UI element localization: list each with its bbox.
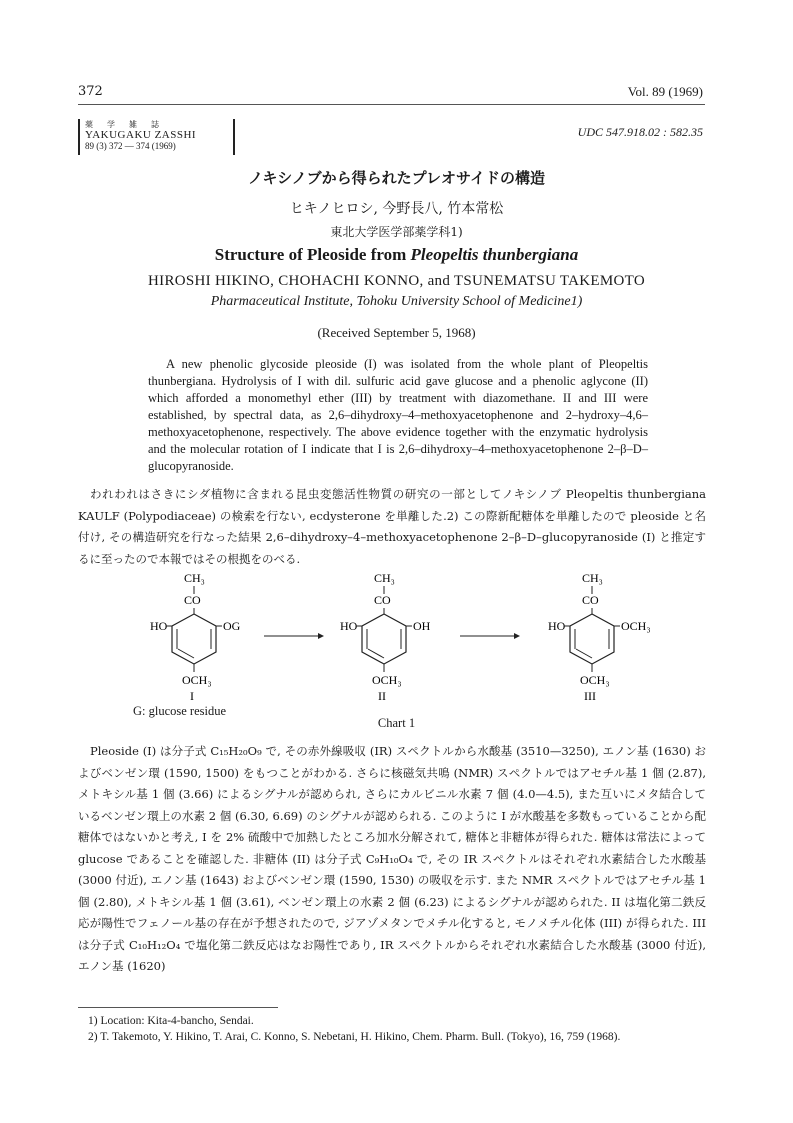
compound-3-left: HO — [548, 619, 566, 633]
volume-info: Vol. 89 (1969) — [627, 84, 703, 99]
compound-2-ch3: CH₃ — [374, 571, 395, 585]
header-rule — [78, 104, 705, 105]
page-number: 372 — [78, 84, 103, 99]
reaction-arrow-2 — [460, 633, 520, 639]
compound-1-right: OG — [223, 619, 241, 633]
discussion-section — [78, 741, 706, 978]
jp-affiliation: 東北大学医学部薬学科1) — [330, 225, 463, 239]
abstract — [148, 356, 648, 475]
footnote-rule — [78, 1007, 278, 1008]
footnote-1: 1) Location: Kita-4-bancho, Sendai. — [88, 1015, 254, 1027]
compound-2 — [340, 571, 431, 703]
en-title — [0, 245, 793, 265]
compound-2-label: II — [378, 689, 386, 703]
journal-jp: 薬学雑誌 — [85, 120, 173, 129]
en-title-prefix: Structure of Pleoside from — [214, 245, 411, 264]
compound-1-label: I — [190, 689, 194, 703]
received-date: (Received September 5, 1968) — [317, 325, 476, 340]
compound-2-left: HO — [340, 619, 358, 633]
journal-issue: 89 (3) 372 — 374 (1969) — [85, 141, 176, 151]
compound-2-bottom: OCH₃ — [372, 673, 402, 687]
compound-3-right: OCH₃ — [621, 619, 651, 633]
en-affiliation: Pharmaceutical Institute, Tohoku University School of Medicine1) — [210, 294, 583, 309]
en-authors: HIROSHI HIKINO, CHOHACHI KONNO, and TSUNEMATSU TAKEMOTO — [148, 273, 645, 289]
compound-3-bottom: OCH₃ — [580, 673, 610, 687]
compound-1-bottom: OCH₃ — [182, 673, 212, 687]
jp-title: ノキシノブから得られたプレオサイドの構造 — [247, 169, 545, 187]
chart-caption: Chart 1 — [377, 716, 416, 730]
compound-3-ch3: CH₃ — [582, 571, 603, 585]
reaction-arrow-1 — [264, 633, 324, 639]
compound-3-label: III — [584, 689, 596, 703]
compound-2-co: CO — [374, 593, 391, 607]
intro-text: われわれはさきにシダ植物に含まれる昆虫変態活性物質の研究の一部としてノキシノブ Pleopeltis thunbergiana KAULF (Polypodiaceae) の検索を行ない, ecdysterone を単離した.2) この際新配糖体を単離したので pleoside と名付け, その構造研究を行なった結果 2,6–dihydroxy–4–methoxyacetophenone 2–β–D–glucopyranoside (I) と推定するに至ったので本報ではその根拠をのべる. — [78, 487, 706, 566]
compound-1-ch3: CH₃ — [184, 571, 205, 585]
compound-1-left: HO — [150, 619, 168, 633]
footnotes — [78, 1013, 708, 1045]
en-title-species: Pleopeltis thunbergiana — [410, 245, 579, 264]
abstract-text: A new phenolic glycoside pleoside (I) was isolated from the whole plant of Pleopeltis thunbergiana. Hydrolysis of I with dil. sulfuric acid gave glucose and a phenolic aglycone (II) which afforded a monomethyl ether (III) by treatment with diazomethane. II and III were established, by spectral data, as 2,6–dihydroxy–4–methoxyacetophenone and 2–hydroxy–4,6–methoxyacetophenone, respectively. The above evidence together with the enzymatic hydrolysis and the molecular rotation of I indicate that I is 2,6–dihydroxy–4–methoxyacetophenone 2–β–D–glucopyranoside. — [148, 357, 648, 473]
footnote-2: 2) T. Takemoto, Y. Hikino, T. Arai, C. Konno, S. Nebetani, H. Hikino, Chem. Pharm. Bull. (Tokyo), 16, 759 (1968). — [88, 1031, 621, 1043]
compound-2-right: OH — [413, 619, 431, 633]
compound-3 — [548, 571, 651, 703]
compound-1 — [150, 571, 241, 703]
intro-section — [78, 484, 706, 570]
jp-authors: ヒキノヒロシ, 今野長八, 竹本常松 — [289, 201, 504, 217]
compound-1-co: CO — [184, 593, 201, 607]
compound-3-co: CO — [582, 593, 599, 607]
journal-en: YAKUGAKU ZASSHI — [85, 129, 197, 141]
journal-box — [78, 119, 235, 155]
discussion-text: Pleoside (I) は分子式 C₁₅H₂₀O₉ で, その赤外線吸収 (IR) スペクトルから水酸基 (3510—3250), エノン基 (1630) およびベンゼン環 (1590, 1500) をもつことがわかる. さらに核磁気共鳴 (NMR) スペクトルではアセチル基 1 個 (2.87), メトキシル基 1 個 (3.66) によるシグナルが認められ, さらにカルビニル水素 7 個 (4.0—4.5), また互いにメタ結合しているベンゼン環上の水素 2 個 (6.30, 6.69) のシグナルが認められる. このように I が水酸基を多数もっていることから配糖体ではないかと考え, I を 2% 硫酸中で加熱したところ加水分解されて, 糖体と非糖体が得られた. 糖体は常法によって glucose であることを確認した. 非糖体 (II) は分子式 C₉H₁₀O₄ で, その IR スペクトルはそれぞれ水素結合した水酸基 (3000 付近), エノン基 (1643) およびベンゼン環 (1590, 1530) の吸収を示す. また NMR スペクトルではアセチル基 1 個 (2.80), メトキシル基 1 個 (3.61), ベンゼン環上の水素 2 個 (6.23) によるシグナルが認められた. II は塩化第二鉄反応が陽性でフェノール基の存在が予想されたので, ジアゾメタンでメチル化すると, モノメチル化体 (III) が得られた. III は分子式 C₁₀H₁₂O₄ で塩化第二鉄反応はなお陽性であり, IR スペクトルからそれぞれ水素結合した水酸基 (3000 付近), エノン基 (1620) — [78, 744, 706, 973]
udc-code: UDC 547.918.02 : 582.35 — [577, 125, 703, 139]
glucose-note: G: glucose residue — [133, 704, 227, 718]
